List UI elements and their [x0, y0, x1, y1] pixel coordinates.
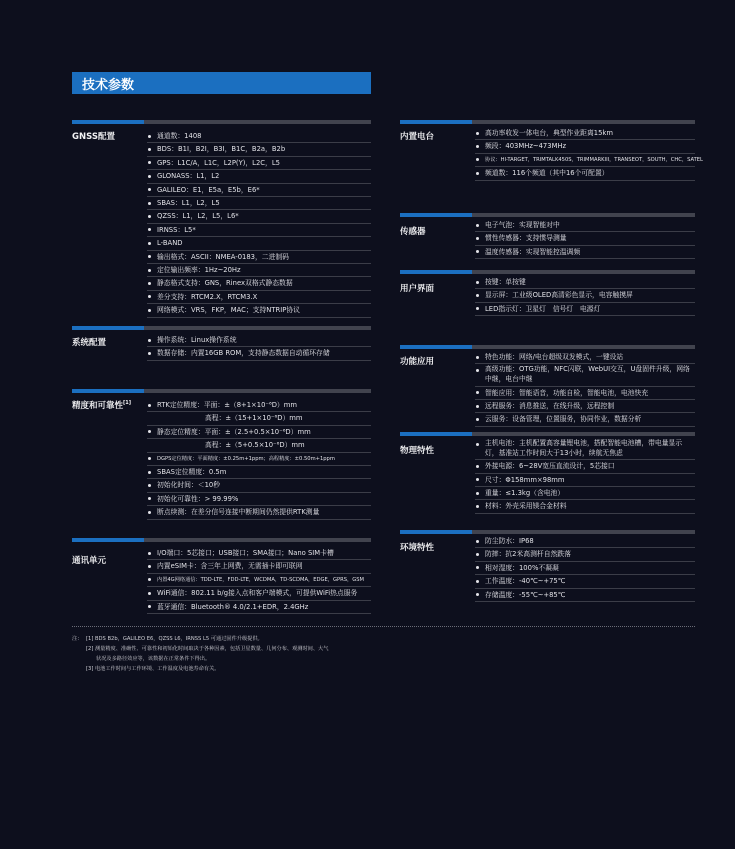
spec-item: 材料：外壳采用镁合金材料 — [475, 500, 695, 513]
spec-item: GPS：L1C/A，L1C，L2P(Y)，L2C，L5 — [147, 157, 371, 170]
spec-item: QZSS：L1，L2，L5，L6* — [147, 210, 371, 223]
spec-item: 特色功能：网络/电台超级双发模式，一键设站 — [475, 351, 695, 364]
spec-item: 云服务：设备管理，位置服务，协同作业，数据分析 — [475, 413, 695, 426]
spec-item: 尺寸：Φ158mm×98mm — [475, 474, 695, 487]
spec-item: 差分支持：RTCM2.X，RTCM3.X — [147, 291, 371, 304]
spec-item: 防尘防水：IP68 — [475, 535, 695, 548]
spec-item: 协议：HI-TARGET，TRIMTALK450S，TRIMMARKIII，TRANSEOT，SOUTH，CHC，SATEL — [475, 154, 695, 167]
spec-item: 网络模式：VRS，FKP，MAC；支持NTRIP协议 — [147, 304, 371, 317]
footnote: [1] BDS B2b，GALILEO E6，QZSS L6，IRNSS L5 可通过固件升级提供。 — [86, 636, 263, 642]
spec-item: 静态格式支持：GNS，Rinex双格式静态数据 — [147, 277, 371, 290]
spec-item: I/O端口：5芯接口；USB接口；SMA接口；Nano SIM卡槽 — [147, 547, 371, 560]
spec-item: 断点续测：在差分信号连接中断期间仍然提供RTK测量 — [147, 506, 371, 519]
spec-item: 重量：≤1.3kg（含电池） — [475, 487, 695, 500]
spec-item: WiFi通信：802.11 b/g接入点和客户端模式，可提供WiFi热点服务 — [147, 587, 371, 600]
spec-item: L-BAND — [147, 237, 371, 250]
section-title: 功能应用 — [400, 357, 435, 367]
section-title: 物理特性 — [400, 446, 435, 456]
spec-item: 操作系统：Linux操作系统 — [147, 334, 371, 347]
spec-item: 初始化可靠性：> 99.99% — [147, 493, 371, 506]
spec-item: 高功率收发一体电台，典型作业距离15km — [475, 127, 695, 140]
spec-item: 工作温度：-40℃~+75℃ — [475, 575, 695, 588]
spec-item: IRNSS：L5* — [147, 224, 371, 237]
page-title: 技术参数 — [72, 72, 371, 94]
footnote: [3] 电池工作时间与工作环境、工作温度及电池寿命有关。 — [86, 666, 220, 672]
section-title: GNSS配置 — [72, 132, 115, 142]
spec-item: 防摔：抗2米高测杆自然跌落 — [475, 548, 695, 561]
spec-item: 频段：403MHz~473MHz — [475, 140, 695, 153]
spec-item: GALILEO：E1，E5a，E5b，E6* — [147, 184, 371, 197]
footnote: [2] 测量精度、准确性、可靠性和初始化时间取决于各种因素，包括卫星数量、几何分布、观测时间、大气 — [86, 646, 329, 652]
section-title: 环境特性 — [400, 543, 435, 553]
spec-item: 智能应用：智能语音，功能自检，智能电池，电池快充 — [475, 387, 695, 400]
spec-item: 外接电源：6~28V宽压直流设计，5芯接口 — [475, 460, 695, 473]
spec-item: 惯性传感器：支持惯导测量 — [475, 232, 695, 245]
section-title: 内置电台 — [400, 132, 435, 142]
spec-item: 输出格式：ASCII：NMEA-0183，二进制码 — [147, 251, 371, 264]
notes-divider — [72, 626, 695, 627]
section-title: 精度和可靠性[1] — [72, 400, 132, 411]
notes-label: 注： — [72, 636, 83, 642]
spec-item: 按键：单按键 — [475, 276, 695, 289]
section-title: 通讯单元 — [72, 556, 107, 566]
footnote: 状况及多路径效应等，该数据在正常条件下得出。 — [96, 656, 211, 662]
spec-item: LED指示灯：卫星灯 信号灯 电源灯 — [475, 303, 695, 316]
spec-item: 温度传感器：实现智能控温调频 — [475, 246, 695, 259]
spec-item: 高级功能：OTG功能，NFC闪联，WebUI交互，U盘固件升级，网络中继，电台中继 — [475, 364, 695, 386]
spec-item: 主机电池：主机配置高容量锂电池，搭配智能电池槽，带电量显示灯，基准站工作时间大于13小时，续航无焦虑 — [475, 438, 695, 460]
spec-item: 相对湿度：100%不凝凝 — [475, 562, 695, 575]
spec-item: 频道数：116个频道（其中16个可配置） — [475, 167, 695, 180]
spec-item: 显示屏：工业级OLED高清彩色显示，电容触摸屏 — [475, 289, 695, 302]
spec-item: 内置eSIM卡：含三年上网费，无需插卡即可联网 — [147, 560, 371, 573]
spec-item: RTK定位精度：平面：±（8+1×10⁻⁶D）mm — [147, 399, 371, 412]
spec-item: 远程服务：消息推送，在线升级，远程控制 — [475, 400, 695, 413]
spec-item: 高程：±（15+1×10⁻⁶D）mm — [147, 412, 371, 425]
spec-item: 初始化时间：＜10秒 — [147, 479, 371, 492]
spec-item: 蓝牙通信：Bluetooth® 4.0/2.1+EDR，2.4GHz — [147, 601, 371, 614]
section-title: 系统配置 — [72, 338, 107, 348]
spec-item: 内置4G网络通信：TDD-LTE，FDD-LTE，WCDMA，TD-SCDMA，EDGE，GPRS，GSM — [147, 574, 371, 587]
spec-item: SBAS定位精度：0.5m — [147, 466, 371, 479]
spec-item: 高程：±（5+0.5×10⁻⁶D）mm — [147, 439, 371, 452]
spec-item: 数据存储：内置16GB ROM，支持静态数据自动循环存储 — [147, 347, 371, 360]
spec-item: 电子气泡：实现智能对中 — [475, 219, 695, 232]
spec-item: 存储温度：-55℃~+85℃ — [475, 589, 695, 602]
footnotes — [72, 634, 328, 674]
spec-item: 静态定位精度：平面：±（2.5+0.5×10⁻⁶D）mm — [147, 426, 371, 439]
spec-item: 通道数：1408 — [147, 130, 371, 143]
section-title: 传感器 — [400, 227, 426, 237]
spec-item: GLONASS：L1，L2 — [147, 170, 371, 183]
spec-item: BDS：B1I，B2I，B3I，B1C，B2a，B2b — [147, 143, 371, 156]
spec-item: DGPS定位精度：平面精度：±0.25m+1ppm；高程精度：±0.50m+1ppm — [147, 453, 371, 466]
section-title: 用户界面 — [400, 284, 435, 294]
spec-item: 定位输出频率：1Hz~20Hz — [147, 264, 371, 277]
spec-item: SBAS：L1，L2，L5 — [147, 197, 371, 210]
